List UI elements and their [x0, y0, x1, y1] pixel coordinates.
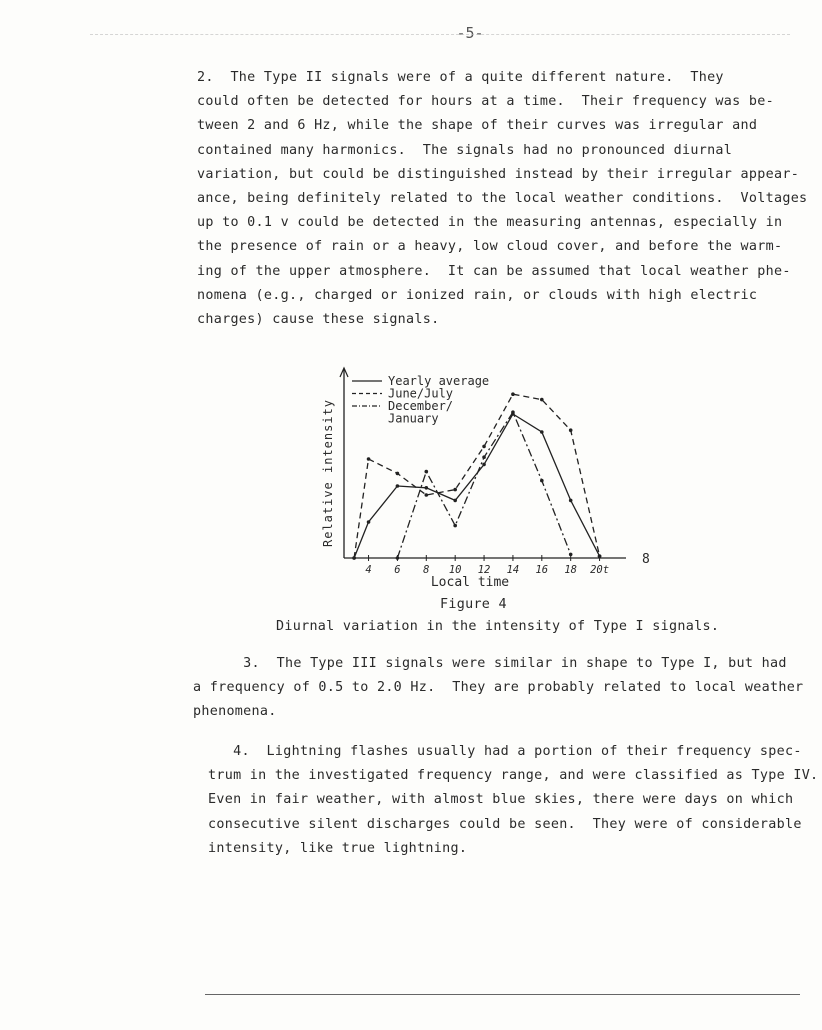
legend-label: June/July [388, 386, 454, 401]
text-line: a frequency of 0.5 to 2.0 Hz. They are probably related to local weather [193, 680, 804, 696]
paragraph-type-3 [193, 652, 803, 725]
data-point [453, 499, 457, 503]
text-line: tween 2 and 6 Hz, while the shape of their curves was irregular and [197, 118, 758, 134]
x-tick-label: 4 [365, 564, 372, 576]
series-line [354, 411, 599, 558]
text-line: intensity, like true lightning. [208, 840, 468, 856]
x-tick-label: 16 [535, 564, 549, 576]
data-point [511, 410, 515, 414]
data-point [569, 428, 573, 432]
figure-caption: Diurnal variation in the intensity of Type I signals. [276, 619, 720, 634]
data-point [511, 392, 515, 396]
figure-label: Figure 4 [440, 597, 507, 612]
text-line: 3. The Type III signals were similar in shape to Type I, but had [193, 656, 787, 671]
text-line: the presence of rain or a heavy, low cloud cover, and before the warm- [197, 239, 783, 255]
text-line: Even in fair weather, with almost blue skies, there were days on which [208, 792, 794, 808]
data-point [453, 524, 457, 528]
data-point [569, 553, 573, 557]
text-line: ing of the upper atmosphere. It can be assumed that local weather phe- [197, 263, 791, 279]
data-point [598, 554, 602, 558]
x-axis-label: Local time [430, 575, 510, 590]
text-line: 4. Lightning flashes usually had a portion of their frequency spec- [208, 744, 802, 759]
data-point [482, 445, 486, 449]
x-tick-label: 10 [448, 564, 462, 576]
text-line: ance, being definitely related to the local weather conditions. Voltages [197, 191, 808, 207]
legend-label: Yearly average [388, 374, 490, 388]
x-tick-label: 8 [423, 564, 430, 576]
text-line: phenomena. [193, 704, 277, 720]
text-line: trum in the investigated frequency range, and were classified as Type IV. [208, 768, 819, 784]
data-point [424, 470, 428, 474]
paragraph-type-4 [208, 740, 818, 861]
data-point [424, 493, 428, 497]
footer-rule [205, 994, 800, 995]
x-tick-label: 20t [590, 564, 610, 576]
legend-label: December/ [388, 399, 454, 413]
data-point [367, 457, 371, 461]
text-line: nomena (e.g., charged or ionized rain, or clouds with high electric [197, 287, 758, 303]
legend-label: January [388, 411, 439, 426]
series-line [397, 412, 570, 558]
text-line: consecutive silent discharges could be seen. They were of considerable [208, 816, 802, 832]
data-point [367, 520, 371, 524]
data-point [396, 472, 400, 476]
x-tick-label: 18 [564, 564, 578, 576]
data-point [540, 479, 544, 483]
x-tick-label: 14 [506, 564, 520, 576]
paragraph-type-2 [197, 66, 807, 332]
data-point [352, 556, 356, 560]
data-point [424, 486, 428, 490]
text-line: up to 0.1 v could be detected in the measuring antennas, especially in [197, 215, 783, 231]
text-line: contained many harmonics. The signals had no pronounced diurnal [197, 142, 733, 158]
data-point [540, 398, 544, 402]
page-number: -5- [456, 24, 484, 42]
data-point [569, 499, 573, 503]
data-point [482, 455, 486, 459]
scan-noise-top [90, 34, 790, 36]
text-line: 2. The Type II signals were of a quite different nature. They [197, 70, 724, 85]
data-point [396, 484, 400, 488]
x-tick-label: 6 [394, 564, 401, 576]
stray-mark: 8 [642, 552, 650, 567]
chart-legend [352, 374, 489, 426]
y-axis-label: Relative intensity [321, 398, 335, 548]
text-line: variation, but could be distinguished instead by their irregular appear- [197, 166, 800, 182]
data-point [482, 463, 486, 467]
data-point [453, 488, 457, 492]
data-point [540, 430, 544, 434]
x-tick-label: 12 [477, 564, 491, 576]
text-line: could often be detected for hours at a time. Their frequency was be- [197, 94, 774, 110]
diurnal-variation-chart [318, 365, 663, 595]
data-point [396, 556, 400, 560]
text-line: charges) cause these signals. [197, 312, 440, 328]
